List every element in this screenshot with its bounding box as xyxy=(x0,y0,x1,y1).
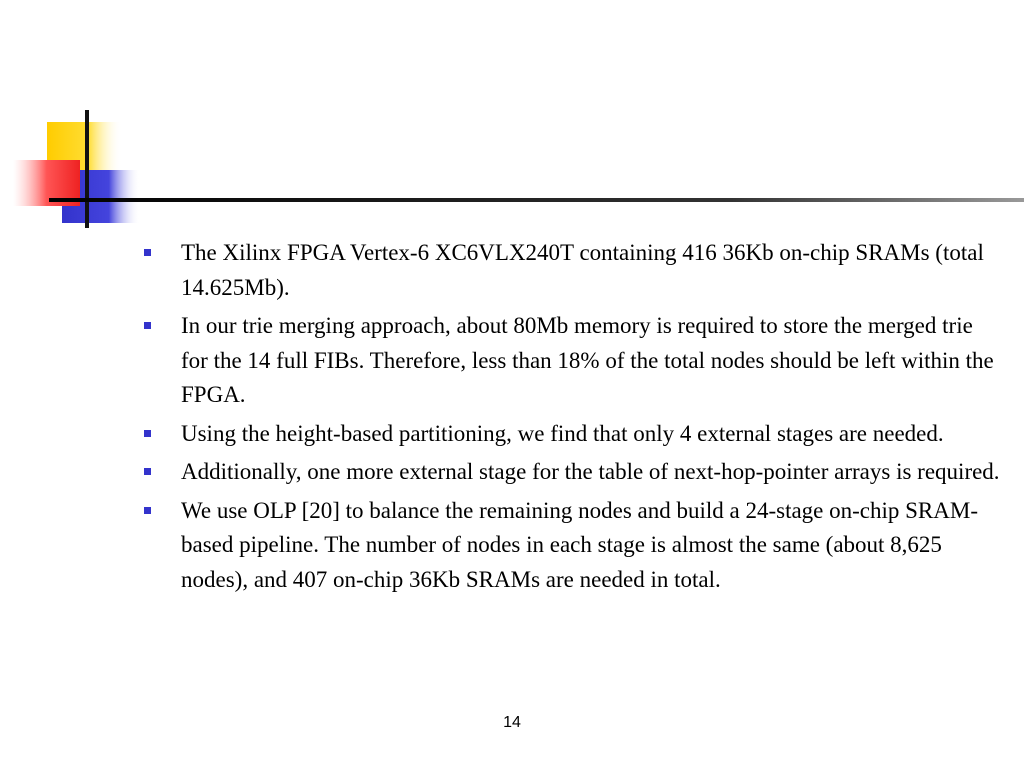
square-bullet-icon xyxy=(144,468,151,475)
bullet-text: Additionally, one more external stage for the table of next-hop-pointer arrays is required. xyxy=(181,459,1000,484)
square-bullet-icon xyxy=(144,322,151,329)
bullet-text: We use OLP [20] to balance the remaining nodes and build a 24-stage on-chip SRAM-based pipeline. The number of nodes in each stage is almost the same (about 8,625 nodes), and 407 on-chip 36Kb SRAMs are needed in total. xyxy=(181,497,978,592)
square-bullet-icon xyxy=(144,249,151,256)
title-decoration xyxy=(0,0,1024,230)
bullet-item xyxy=(142,309,1004,413)
bullet-list xyxy=(142,236,1004,601)
bullet-item xyxy=(142,417,1004,452)
bullet-text: Using the height-based partitioning, we find that only 4 external stages are needed. xyxy=(181,420,944,446)
title-underline xyxy=(49,198,1024,202)
vertical-line xyxy=(85,110,89,228)
bullet-text: In our trie merging approach, about 80Mb memory is required to store the merged trie for the 14 full FIBs. Therefore, less than 18% of the total nodes should be left within the FPGA. xyxy=(181,313,994,407)
page-number: 14 xyxy=(503,714,521,731)
bullet-text: The Xilinx FPGA Vertex-6 XC6VLX240T containing 416 36Kb on-chip SRAMs (total 14.625Mb). xyxy=(181,240,984,300)
bullet-item xyxy=(142,494,1004,598)
square-bullet-icon xyxy=(144,507,151,514)
square-bullet-icon xyxy=(144,430,151,437)
bullet-item xyxy=(142,455,1004,490)
bullet-item xyxy=(142,236,1004,305)
